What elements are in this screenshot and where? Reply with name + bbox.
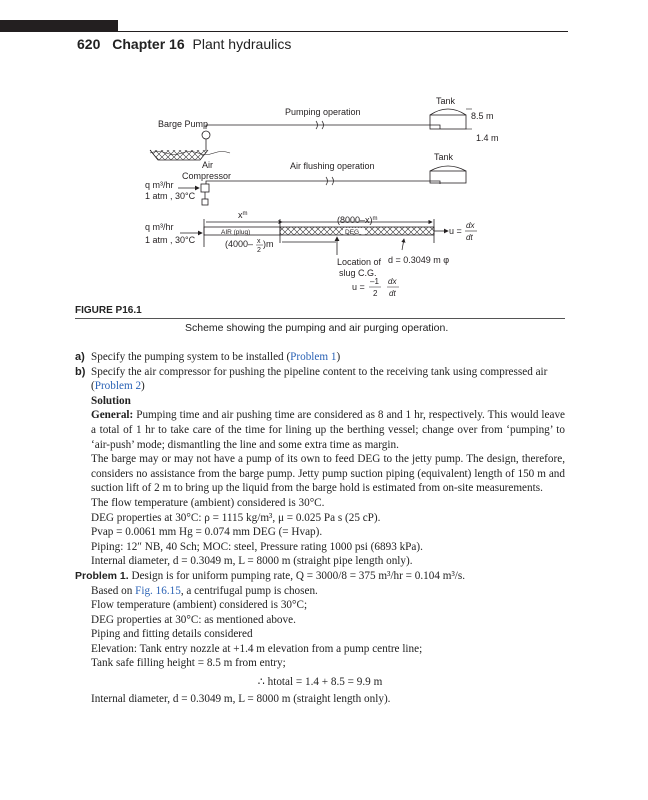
cg-length-x: x — [257, 238, 261, 245]
solution-internal-d: Internal diameter, d = 0.3049 m, L = 8000 m (straight pipe length only). — [91, 555, 413, 568]
air-plug-label: AIR (plug) — [221, 229, 251, 236]
problem-2-link[interactable]: Problem 2 — [94, 380, 142, 393]
tank-top-label: Tank — [436, 96, 456, 106]
solution-deg-props: DEG properties at 30°C: ρ = 1115 kg/m³, μ = 0.025 Pa s (25 cP). — [91, 511, 381, 524]
conditions-2: 1 atm , 30°C — [145, 235, 196, 245]
problem-1-based: Based on Fig. 16.15, a centrifugal pump is chosen. — [91, 584, 318, 597]
q-flow-1: q m³/hr — [145, 180, 174, 190]
problem-1-statement: Problem 1. Design is for uniform pumping rate, Q = 3000/8 = 375 m³/hr = 0.104 m³/s. — [75, 569, 466, 582]
header-bar — [0, 20, 118, 32]
solution-heading: Solution — [91, 394, 131, 407]
cg-length: (4000– — [225, 239, 254, 249]
cg-length-end: )m — [263, 239, 274, 249]
u2-dt: dt — [389, 289, 396, 298]
u-eq: u = — [449, 226, 462, 236]
air-comp-label-2: Compressor — [182, 171, 232, 181]
u2-den: 2 — [373, 289, 378, 298]
problem-1-link[interactable]: Problem 1 — [290, 351, 337, 363]
deg-length: $(8000-x)^m$ — [337, 215, 378, 225]
barge-pump-label: Barge Pump — [158, 119, 209, 129]
problem-1-htotal: ∴ htotal = 1.4 + 8.5 = 9.9 m — [257, 676, 383, 689]
pumping-scheme-figure — [0, 85, 648, 310]
problem-1-internal-d: Internal diameter, d = 0.3049 m, L = 8000 m (straight length only). — [91, 692, 391, 705]
chapter-label: Chapter 16 — [112, 36, 185, 52]
problem-1-elevation: Elevation: Tank entry nozzle at +1.4 m elevation from a pump centre line; — [91, 642, 423, 655]
u-dt: dt — [466, 233, 473, 242]
figure-caption: Scheme showing the pumping and air purging operation. — [185, 322, 449, 334]
page-number: 620 — [77, 36, 101, 52]
page-header — [77, 36, 291, 52]
compressor-icon — [201, 184, 209, 192]
u2-dx: dx — [388, 277, 397, 286]
conditions-1: 1 atm , 30°C — [145, 191, 196, 201]
deg-label: DEG — [345, 229, 360, 236]
problem-1-piping: Piping and fitting details considered — [91, 628, 253, 641]
q-flow-2: q m³/hr — [145, 222, 174, 232]
solution-flow-temp: The flow temperature (ambient) considered is 30°C. — [91, 496, 325, 509]
x-length: $x^m$ — [238, 210, 248, 220]
solution-barge: The barge may or may not have a pump of its own to feed DEG to the jetty pump. The design, therefore, considers no assistance from the barge pump. Jetty pump suction piping (equivalent) length of 150 m and suction lift of 2 m to bring up the liquid from the barge hold is estimated from on-site measurements. — [91, 453, 565, 495]
pump-icon — [202, 131, 210, 139]
cg-location-2: slug C.G. — [339, 268, 377, 278]
header-rule — [118, 31, 568, 32]
question-a: a) Specify the pumping system to be installed (Problem 1) — [75, 351, 341, 363]
height-14-label: 1.4 m — [476, 133, 499, 143]
air-comp-label-1: Air — [202, 160, 213, 170]
problem-1-deg-props: DEG properties at 30°C: as mentioned above. — [91, 613, 296, 626]
solution-pvap: Pvap = 0.0061 mm Hg = 0.074 mm DEG (= Hvap). — [91, 526, 323, 539]
question-b: b) Specify the air compressor for pushing the pipeline content to the receiving tank using compressed air (Problem 2) — [75, 365, 548, 393]
body-text — [75, 350, 565, 706]
u2-num: –1 — [370, 277, 379, 286]
cg-location-1: Location of — [337, 257, 382, 267]
solution-piping: Piping: 12″ NB, 40 Sch; MOC: steel, Pressure rating 1000 psi (6893 kPa). — [91, 540, 423, 553]
solution-general: General: Pumping time and air pushing time are considered as 8 and 1 hr, respectively. This would leave a total of 1 hr to take care of the time for lining up the berthing vessel; change over from ‘pumping’ to ‘air-push’ mode; dismantling the line and some extra time as margin. — [91, 409, 566, 451]
height-85-label: 8.5 m — [471, 111, 494, 121]
diameter-label: d = 0.3049 m φ — [388, 255, 450, 265]
problem-1-fill: Tank safe filling height = 8.5 m from entry; — [91, 657, 286, 670]
cg-length-2: 2 — [257, 247, 261, 254]
figure-rule — [75, 318, 565, 319]
top-tank — [430, 109, 472, 129]
mid-tank — [430, 166, 466, 183]
figure-label: FIGURE P16.1 — [75, 305, 142, 316]
u2-eq: u = — [352, 282, 365, 292]
u-dx: dx — [466, 221, 475, 230]
pumping-op-label: Pumping operation — [285, 107, 361, 117]
chapter-title: Plant hydraulics — [192, 36, 292, 52]
air-flush-pipe — [206, 181, 440, 184]
air-flush-op-label: Air flushing operation — [290, 161, 375, 171]
tank-mid-label: Tank — [434, 152, 454, 162]
problem-1-flow-temp: Flow temperature (ambient) considered is 30°C; — [91, 599, 308, 612]
fig-16-15-link[interactable]: Fig. 16.15 — [135, 584, 181, 597]
